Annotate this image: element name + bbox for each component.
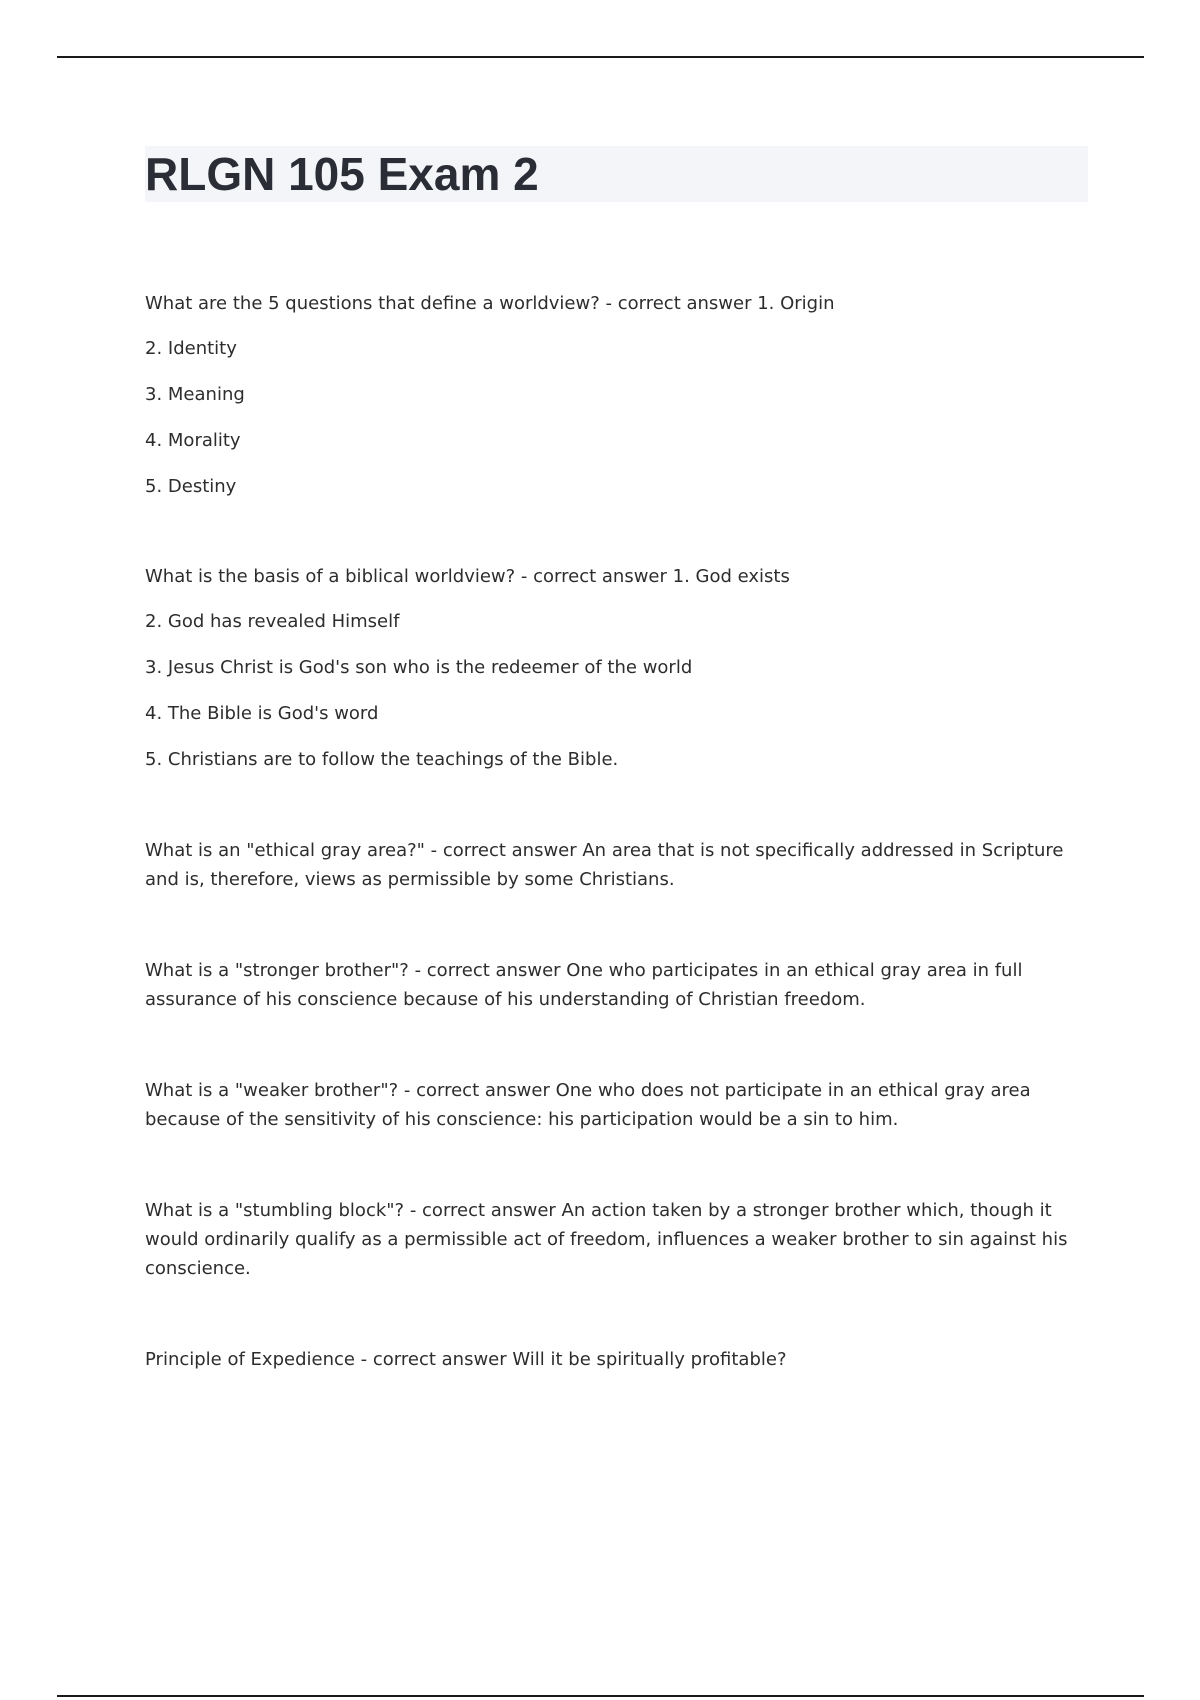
qa-item-stronger-brother bbox=[145, 956, 1070, 1014]
list-item: 3. Jesus Christ is God's son who is the redeemer of the world bbox=[145, 657, 693, 678]
list-item: 3. Meaning bbox=[145, 384, 245, 405]
qa-item-biblical-worldview bbox=[145, 563, 1070, 774]
list-item: 4. Morality bbox=[145, 430, 241, 451]
list-item: 2. Identity bbox=[145, 338, 237, 359]
qa-item-stumbling-block bbox=[145, 1196, 1070, 1283]
document-title: RLGN 105 Exam 2 bbox=[145, 148, 539, 200]
qa-text: What is an "ethical gray area?" - correct answer An area that is not specifically addressed in Scripture and is, therefore, views as permissible by some Christians. bbox=[145, 840, 1064, 890]
list-item: 2. God has revealed Himself bbox=[145, 611, 400, 632]
qa-text: What is a "stumbling block"? - correct answer An action taken by a stronger brother which, though it would ordinarily qualify as a permissible act of freedom, influences a weaker brother to sin against his conscience. bbox=[145, 1200, 1068, 1279]
qa-item-principle-of-expedience bbox=[145, 1345, 1070, 1374]
list-item: 4. The Bible is God's word bbox=[145, 703, 379, 724]
qa-text: Principle of Expedience - correct answer Will it be spiritually profitable? bbox=[145, 1349, 787, 1370]
qa-text: What is a "stronger brother"? - correct answer One who participates in an ethical gray area in full assurance of his conscience because of his understanding of Christian freedom. bbox=[145, 960, 1023, 1010]
document-body bbox=[145, 290, 1070, 1374]
qa-item-ethical-gray-area bbox=[145, 836, 1070, 894]
question-line: What is the basis of a biblical worldview? - correct answer 1. God exists bbox=[145, 566, 790, 587]
qa-text: What is a "weaker brother"? - correct answer One who does not participate in an ethical gray area because of the sensitivity of his conscience: his participation would be a sin to him. bbox=[145, 1080, 1031, 1130]
qa-item-weaker-brother bbox=[145, 1076, 1070, 1134]
list-item: 5. Christians are to follow the teachings of the Bible. bbox=[145, 749, 619, 770]
question-line: What are the 5 questions that define a worldview? - correct answer 1. Origin bbox=[145, 293, 835, 314]
list-item: 5. Destiny bbox=[145, 476, 237, 497]
bottom-rule bbox=[57, 1695, 1144, 1697]
top-rule bbox=[57, 56, 1144, 58]
qa-item-worldview-questions bbox=[145, 290, 1070, 501]
